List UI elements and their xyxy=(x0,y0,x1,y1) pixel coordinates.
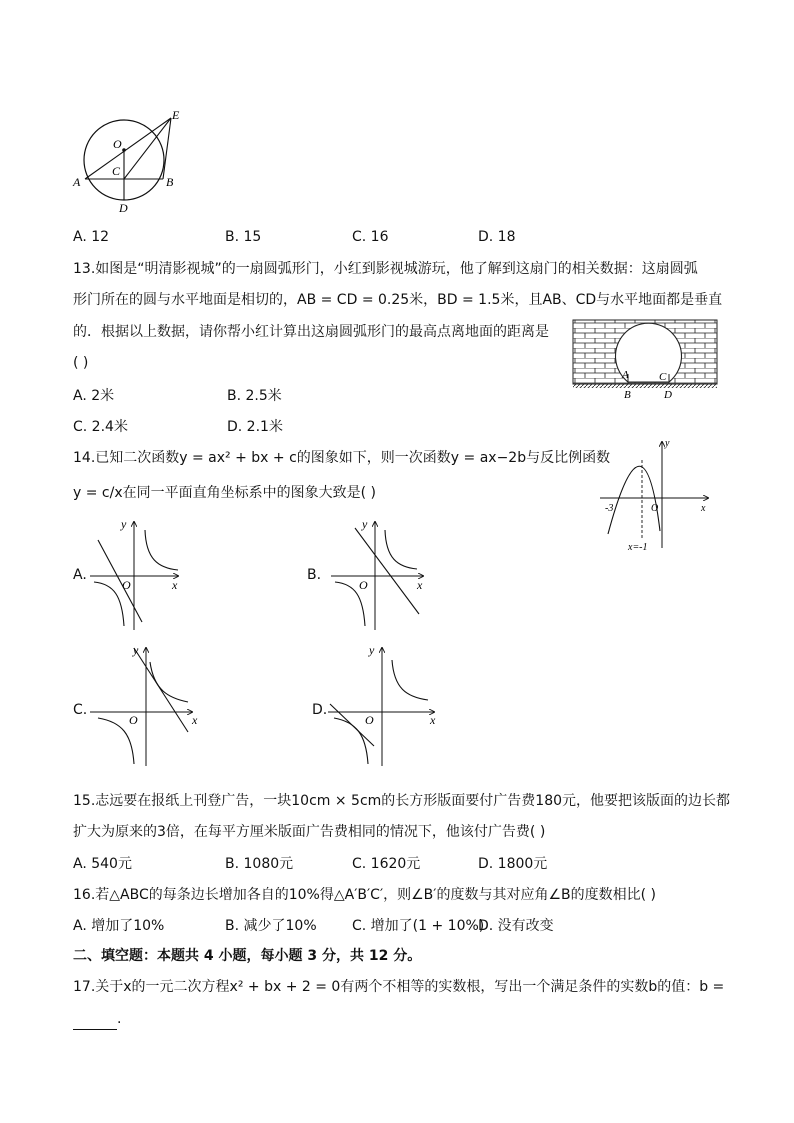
q14-option-b-label: B. xyxy=(307,567,322,583)
q17-line-2 xyxy=(73,1008,121,1030)
q16-option-a: A. 增加了10% xyxy=(73,918,165,934)
q14-d-hyperbola-1 xyxy=(392,660,428,700)
q14-c-label-o: O xyxy=(129,713,138,727)
q14-d-label-y: y xyxy=(369,643,375,657)
q12-option-a: A. 12 xyxy=(73,229,110,245)
q16-option-d: D. 没有改变 xyxy=(478,918,554,934)
q14-p-label-y: y xyxy=(665,438,670,449)
q14-option-c-label: C. xyxy=(73,702,88,718)
q15-option-c: C. 1620元 xyxy=(352,856,421,872)
q13-arch-door-figure xyxy=(570,318,720,400)
q13-line-4: ( ) xyxy=(73,355,89,371)
q14-graph-d xyxy=(324,642,442,770)
q14-a-hyperbola-1 xyxy=(145,530,178,570)
q14-p-label-x: x xyxy=(701,503,706,514)
q13-label-d: D xyxy=(664,389,672,400)
q12-option-b: B. 15 xyxy=(225,229,262,245)
q14-parabola-curve xyxy=(608,466,660,534)
q14-graph-b xyxy=(327,514,437,634)
q12-label-b: B xyxy=(166,175,174,189)
q14-b-label-y: y xyxy=(362,517,368,531)
q14-a-label-y: y xyxy=(121,517,127,531)
q14-d-label-o: O xyxy=(365,713,374,727)
q12-label-d: D xyxy=(119,201,128,215)
q14-b-label-o: O xyxy=(359,578,368,592)
q12-label-c: C xyxy=(112,164,121,178)
q13-option-d: D. 2.1米 xyxy=(227,419,283,435)
q12-center-dot xyxy=(122,148,126,152)
q14-a-hyperbola-2 xyxy=(94,582,124,626)
q16-option-b: B. 减少了10% xyxy=(225,918,317,934)
q15-option-d: D. 1800元 xyxy=(478,856,548,872)
q12-label-a: A xyxy=(73,175,81,189)
q14-graph-c xyxy=(88,642,204,770)
q17-period: . xyxy=(117,1011,122,1027)
q14-b-hyperbola-1 xyxy=(385,530,417,569)
q17-answer-blank[interactable] xyxy=(73,1015,117,1030)
q13-option-b: B. 2.5米 xyxy=(227,388,282,404)
q12-diameter-ae xyxy=(85,118,171,179)
q14-graph-a xyxy=(86,514,196,634)
section-2-heading: 二、填空题：本题共 4 小题，每小题 3 分，共 12 分。 xyxy=(73,948,422,964)
q14-p-label-neg3: -3 xyxy=(605,503,614,514)
q14-b-label-x: x xyxy=(417,578,423,592)
q14-p-label-o: O xyxy=(651,503,659,514)
q14-option-d-label: D. xyxy=(312,702,328,718)
q14-d-hyperbola-2 xyxy=(334,718,368,764)
q14-a-label-o: O xyxy=(122,578,131,592)
q14-c-label-x: x xyxy=(192,713,198,727)
q14-d-label-x: x xyxy=(430,713,436,727)
q14-c-line xyxy=(134,648,188,732)
q12-circle-figure xyxy=(68,104,188,216)
q15-option-a: A. 540元 xyxy=(73,856,132,872)
q16-line-1: 16.若△ABC的每条边长增加各自的10%得△A′B′C′，则∠B′的度数与其对应角∠B的度数相比( ) xyxy=(73,887,656,903)
q14-line-1: 14.已知二次函数y = ax² + bx + c的图象如下，则一次函数y = ax−2b与反比例函数 xyxy=(73,450,611,466)
q13-label-b: B xyxy=(624,389,631,400)
q14-b-line xyxy=(355,528,419,614)
q12-label-e: E xyxy=(172,108,180,122)
q14-c-label-y: y xyxy=(133,643,139,657)
q13-ground-hatch xyxy=(573,384,717,388)
q16-option-c: C. 增加了(1 + 10%) xyxy=(352,918,485,934)
q14-option-a-label: A. xyxy=(73,567,87,583)
q14-p-label-axis: x=-1 xyxy=(628,542,648,553)
q15-option-b: B. 1080元 xyxy=(225,856,294,872)
q14-parabola-figure xyxy=(598,436,716,554)
q17-line-1: 17.关于x的一元二次方程x² + bx + 2 = 0有两个不相等的实数根，写出一个满足条件的实数b的值：b = xyxy=(73,979,725,995)
q12-option-d: D. 18 xyxy=(478,229,516,245)
q12-option-c: C. 16 xyxy=(352,229,389,245)
q13-label-a: A xyxy=(622,369,629,381)
q14-line-2: y = c/x在同一平面直角坐标系中的图象大致是( ) xyxy=(73,485,376,501)
q13-option-a: A. 2米 xyxy=(73,388,115,404)
q14-a-label-x: x xyxy=(172,578,178,592)
q15-line-2: 扩大为原来的3倍，在每平方厘米版面广告费相同的情况下，他该付广告费( ) xyxy=(73,824,546,840)
q13-line-3: 的．根据以上数据，请你帮小红计算出这扇圆弧形门的最高点离地面的距离是 xyxy=(73,324,549,340)
q13-label-c: C xyxy=(659,371,667,383)
q13-line-1: 13.如图是“明清影视城”的一扇圆弧形门，小红到影视城游玩，他了解到这扇门的相关数据：这扇圆弧 xyxy=(73,261,698,277)
q13-line-2: 形门所在的圆与水平地面是相切的，AB = CD = 0.25米，BD = 1.5米，且AB、CD与水平地面都是垂直 xyxy=(73,292,723,308)
q15-line-1: 15.志远要在报纸上刊登广告，一块10cm × 5cm的长方形版面要付广告费180元，他要把该版面的边长都 xyxy=(73,793,731,809)
q14-a-line xyxy=(98,540,142,622)
q12-label-o: O xyxy=(113,137,122,151)
q13-option-c: C. 2.4米 xyxy=(73,419,128,435)
